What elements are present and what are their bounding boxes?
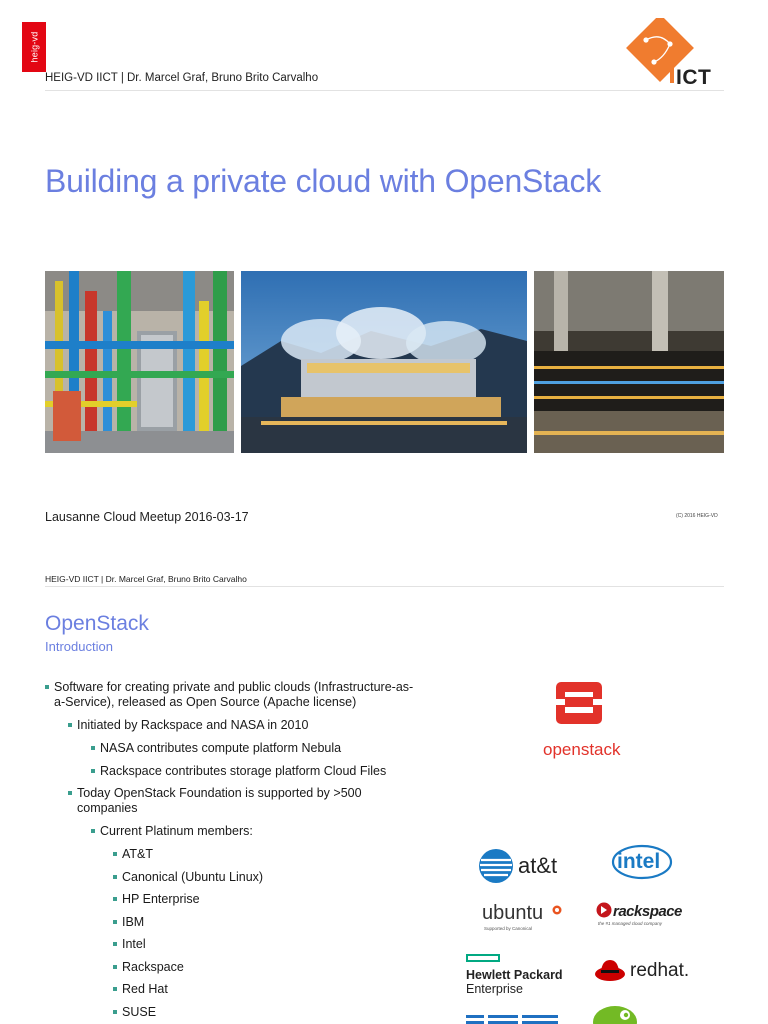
openstack-logo-text: openstack <box>543 740 621 759</box>
bullet-item: HP Enterprise <box>122 892 200 907</box>
bullet-item: IBM <box>122 915 144 930</box>
rackspace-logo-text: rackspace <box>613 903 682 920</box>
hpe-logo <box>466 954 576 996</box>
heig-vd-brand-tag <box>22 22 46 72</box>
openstack-logo <box>540 680 630 764</box>
redhat-icon <box>594 956 626 984</box>
ibm-logo <box>466 1012 558 1024</box>
bullet-item: AT&T <box>122 847 153 862</box>
bullet-marker <box>113 987 117 991</box>
intel-logo <box>610 842 674 882</box>
bullet-item: Canonical (Ubuntu Linux) <box>122 870 263 885</box>
rackspace-icon <box>596 902 612 918</box>
ubuntu-logo <box>482 902 572 936</box>
att-logo-text: at&t <box>518 853 558 878</box>
bullet-marker <box>91 829 95 833</box>
slide1-footer-copyright: (C) 2016 HEIG-VD <box>676 513 718 519</box>
ubuntu-logo-text: ubuntu <box>482 902 544 924</box>
slide2-heading: OpenStack <box>45 612 149 635</box>
bullet-marker <box>91 769 95 773</box>
rackspace-logo-subtext: the #1 managed cloud company <box>598 921 663 926</box>
iict-logo <box>618 18 728 90</box>
photo-datacenter-plant <box>241 271 527 453</box>
redhat-logo-text: redhat. <box>630 960 690 981</box>
bullet-marker <box>68 723 72 727</box>
bullet-item-continuation: companies <box>77 801 138 815</box>
bullet-item: NASA contributes compute platform Nebula <box>100 741 341 756</box>
bullet-marker <box>113 897 117 901</box>
slide1-header: HEIG-VD IICT | Dr. Marcel Graf, Bruno Brito Carvalho <box>45 72 319 84</box>
redhat-logo <box>594 956 694 990</box>
hpe-logo-line2: Enterprise <box>466 982 523 996</box>
ubuntu-circle-icon <box>552 905 562 915</box>
bullet-marker <box>113 1010 117 1014</box>
bullet-marker <box>113 920 117 924</box>
bullet-item: Current Platinum members: <box>100 824 253 839</box>
bullet-item: Red Hat <box>122 982 168 997</box>
iict-logo-text: ICT <box>676 66 712 89</box>
hpe-rectangle-icon <box>466 954 500 962</box>
suse-logo <box>592 1004 638 1024</box>
bullet-marker <box>113 852 117 856</box>
bullet-item: SUSE <box>122 1005 156 1020</box>
bullet-item: Rackspace <box>122 960 184 975</box>
slide1-header-rule <box>45 90 724 91</box>
bullet-marker <box>91 746 95 750</box>
photo-datacenter-pipes <box>45 271 234 453</box>
slide1-footer-event: Lausanne Cloud Meetup 2016-03-17 <box>45 510 249 524</box>
bullet-item: Today OpenStack Foundation is supported by >500 <box>77 786 362 801</box>
bullet-marker <box>113 875 117 879</box>
bullet-marker <box>113 965 117 969</box>
hpe-logo-line1: Hewlett Packard <box>466 968 563 982</box>
att-logo <box>478 846 588 886</box>
slide2-header-rule <box>45 586 724 587</box>
photo-datacenter-hall <box>534 271 724 453</box>
slide1-title: Building a private cloud with OpenStack <box>45 163 602 199</box>
bullet-item: Rackspace contributes storage platform Cloud Files <box>100 764 386 779</box>
slide2-header: HEIG-VD IICT | Dr. Marcel Graf, Bruno Brito Carvalho <box>45 574 247 584</box>
bullet-item: Intel <box>122 937 146 952</box>
intel-logo-text: intel <box>617 850 661 873</box>
brand-tag-text: heig-vd <box>29 31 40 63</box>
ubuntu-logo-subtext: Supported by Canonical <box>484 926 533 931</box>
bullet-marker <box>45 685 49 689</box>
slide2-subheading: Introduction <box>45 639 113 654</box>
bullet-item: Initiated by Rackspace and NASA in 2010 <box>77 718 308 733</box>
bullet-marker <box>113 942 117 946</box>
bullet-marker <box>68 791 72 795</box>
rackspace-logo <box>596 902 696 936</box>
bullet-item-continuation: a-Service), released as Open Source (Apache license) <box>54 695 357 709</box>
bullet-item: Software for creating private and public clouds (Infrastructure-as- <box>54 680 413 695</box>
